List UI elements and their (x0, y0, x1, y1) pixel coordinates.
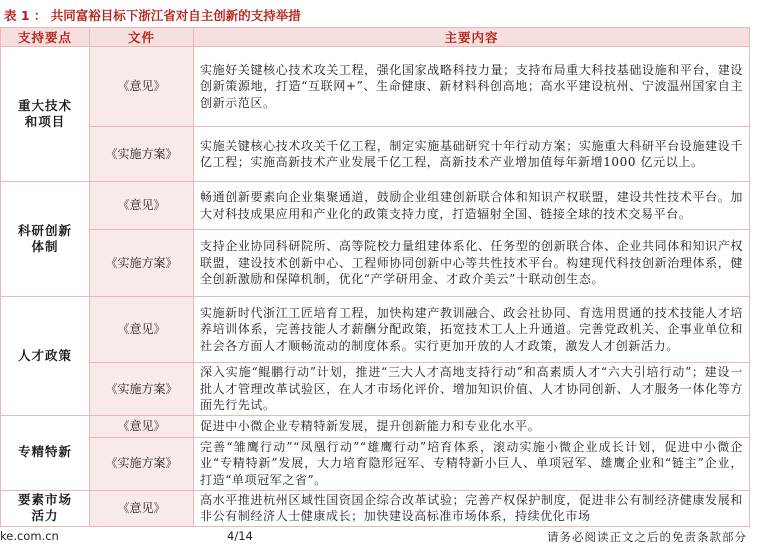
document-cell: 《意见》 (90, 297, 194, 363)
table-row (1, 230, 750, 297)
document-cell: 《意见》 (90, 490, 194, 526)
table-header-row (1, 28, 750, 47)
content-cell: 畅通创新要素向企业集聚通道，鼓励企业组建创新联合体和知识产权联盟，建设共性技术平台。加大对科技成果应用和产业化的政策支持力度，打造辐射全国、链接全球的技术交易平台。 (194, 182, 750, 230)
header-support-point: 支持要点 (1, 28, 90, 47)
document-cell: 《实施方案》 (90, 230, 194, 297)
page-number: 4/14 (227, 529, 253, 543)
content-cell: 支持企业协同科研院所、高等院校力量组建体系化、任务型的创新联合体、企业共同体和知识产权联盟，建设技术创新中心、工程师协同创新中心等共性技术平台。构建现代科技创新治理体系，健全创新激励和保障机制，优化“产学研用金、才政介美云”十联动创生态。 (194, 230, 750, 297)
document-cell: 《实施方案》 (90, 127, 194, 182)
category-label: 专精特新 (17, 444, 72, 460)
category-cell (1, 490, 90, 526)
table-row (1, 490, 750, 526)
category-label: 要素市场 活力 (17, 491, 72, 523)
category-cell (1, 182, 90, 297)
table-row (1, 415, 750, 437)
table-row (1, 437, 750, 490)
content-cell: 实施关键核心技术攻关千亿工程，制定实施基础研究十年行动方案；实施重大科研平台设施建设千亿工程；实施高新技术产业发展千亿工程，高新技术产业增加值每年新增1000 亿元以上。 (194, 127, 750, 182)
category-label: 人才政策 (17, 347, 72, 363)
category-cell (1, 415, 90, 490)
table-row (1, 127, 750, 182)
document-cell: 《意见》 (90, 415, 194, 437)
table-row (1, 47, 750, 127)
category-cell (1, 47, 90, 182)
content-cell: 深入实施“鲲鹏行动”计划，推进“三大人才高地支持行动”和高素质人才“六大引培行动”；建设一批人才管理改革试验区，在人才市场化评价、增加知识价值、人才协同创新、人才服务一体化等方面先行先试。 (194, 363, 750, 416)
document-cell: 《意见》 (90, 47, 194, 127)
policy-table (0, 27, 750, 527)
document-cell: 《实施方案》 (90, 437, 194, 490)
document-cell: 《意见》 (90, 182, 194, 230)
table-row (1, 297, 750, 363)
content-cell: 实施新时代浙江工匠培育工程，加快构建产教训融合、政会社协同、育选用贯通的技术技能人才培养培训体系，完善技能人才薪酬分配政策，拓宽技术工人上升通道。完善党政机关、企事业单位和社会各方面人才顺畅流动的制度体系。实行更加开放的人才政策，激发人才创新活力。 (194, 297, 750, 363)
table-row (1, 182, 750, 230)
category-cell (1, 297, 90, 416)
content-cell: 促进中小微企业专精特新发展，提升创新能力和专业化水平。 (194, 415, 750, 437)
content-cell: 实施好关键核心技术攻关工程，强化国家战略科技力量；支持布局重大科技基础设施和平台，建设创新策源地，打造“互联网+”、生命健康、新材料科创高地；高水平建设杭州、宁波温州国家自主创新示范区。 (194, 47, 750, 127)
disclaimer-note: 请务必阅读正文之后的免责条款部分 (547, 530, 747, 544)
document-cell: 《实施方案》 (90, 363, 194, 416)
table-row (1, 363, 750, 416)
content-cell: 完善“雏鹰行动”“凤凰行动”“雄鹰行动”培育体系，滚动实施小微企业成长计划，促进中小微企业“专精特新”发展，大力培育隐形冠军、专精特新小巨人、单项冠军、雄鹰企业和“链主”企业，打造“单项冠军之省”。 (194, 437, 750, 490)
content-cell: 高水平推进杭州区域性国资国企综合改革试验；完善产权保护制度，促进非公有制经济健康发展和非公有制经济人士健康成长；加快建设高标准市场体系，持续优化市场 (194, 490, 750, 526)
table-title: 表 1 ： 共同富裕目标下浙江省对自主创新的支持举措 (4, 8, 301, 23)
header-main-content: 主要内容 (194, 28, 750, 47)
category-label: 重大技术 和项目 (17, 97, 72, 129)
category-label: 科研创新 体制 (17, 222, 72, 254)
header-document: 文件 (90, 28, 194, 47)
footer-website: ke.com.cn (0, 529, 59, 543)
